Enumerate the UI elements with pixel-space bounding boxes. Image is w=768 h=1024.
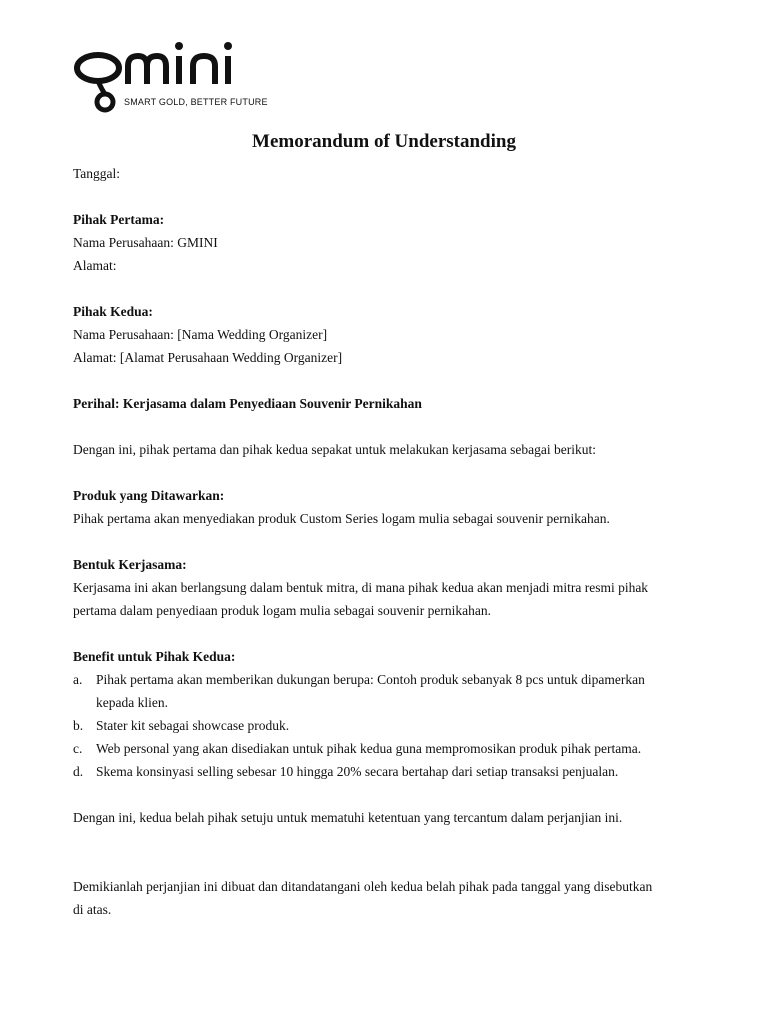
benefits-list xyxy=(73,668,693,783)
date-label: Tanggal: xyxy=(73,166,121,181)
benefit-text: Skema konsinyasi selling sebesar 10 hingga 20% secara bertahap dari setiap transaksi penjualan. xyxy=(96,764,619,779)
party2-heading: Pihak Kedua: xyxy=(73,304,153,319)
products-heading: Produk yang Ditawarkan: xyxy=(73,488,225,503)
party2-address: Alamat: [Alamat Perusahaan Wedding Organizer] xyxy=(73,350,343,365)
party1-company: Nama Perusahaan: GMINI xyxy=(73,235,218,250)
cooperation-text-line1: Kerjasama ini akan berlangsung dalam bentuk mitra, di mana pihak kedua akan menjadi mitra resmi pihak xyxy=(73,580,649,595)
benefit-letter: c. xyxy=(73,741,83,756)
party1-address: Alamat: xyxy=(73,258,117,273)
document-title: Memorandum of Understanding xyxy=(252,131,516,152)
benefit-text: Web personal yang akan disediakan untuk pihak kedua guna mempromosikan produk pihak pertama. xyxy=(96,741,642,756)
benefit-text: Stater kit sebagai showcase produk. xyxy=(96,718,290,733)
gmini-logo-mark xyxy=(72,40,272,120)
closing-line2: di atas. xyxy=(73,902,112,917)
intro-paragraph: Dengan ini, pihak pertama dan pihak kedua sepakat untuk melakukan kerjasama sebagai berikut: xyxy=(73,442,596,457)
party1-heading: Pihak Pertama: xyxy=(73,212,165,227)
party2-company: Nama Perusahaan: [Nama Wedding Organizer] xyxy=(73,327,328,342)
cooperation-text-line2: pertama dalam penyediaan produk logam mulia sebagai souvenir pernikahan. xyxy=(73,603,491,618)
benefit-item-d xyxy=(73,760,693,783)
cooperation-heading: Bentuk Kerjasama: xyxy=(73,557,187,572)
closing-line1: Demikianlah perjanjian ini dibuat dan ditandatangani oleh kedua belah pihak pada tanggal yang disebutkan xyxy=(73,879,653,894)
benefit-letter: d. xyxy=(73,764,84,779)
benefit-text: Pihak pertama akan memberikan dukungan berupa: Contoh produk sebanyak 8 pcs untuk dipamerkan xyxy=(96,672,645,687)
logo-tagline: SMART GOLD, BETTER FUTURE xyxy=(124,97,268,107)
products-text: Pihak pertama akan menyediakan produk Custom Series logam mulia sebagai souvenir pernikahan. xyxy=(73,511,610,526)
benefit-letter: b. xyxy=(73,718,84,733)
benefit-letter: a. xyxy=(73,672,83,687)
agreement-paragraph: Dengan ini, kedua belah pihak setuju untuk mematuhi ketentuan yang tercantum dalam perjanjian ini. xyxy=(73,810,623,825)
subject-line: Perihal: Kerjasama dalam Penyediaan Souvenir Pernikahan xyxy=(73,396,422,411)
benefit-item-a xyxy=(73,668,693,714)
gmini-logo xyxy=(72,40,272,120)
benefit-item-b xyxy=(73,714,693,737)
benefit-item-c xyxy=(73,737,693,760)
benefit-text-continued: kepada klien. xyxy=(96,695,168,710)
benefits-heading: Benefit untuk Pihak Kedua: xyxy=(73,649,236,664)
document-body xyxy=(73,162,693,921)
